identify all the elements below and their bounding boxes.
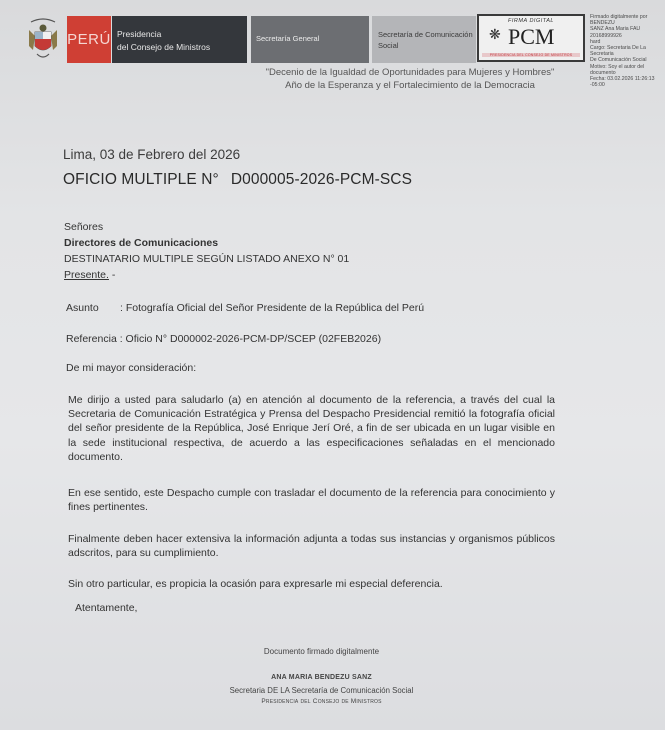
stamp-title: FIRMA DIGITAL: [508, 18, 554, 24]
oficio-heading: [63, 171, 412, 189]
scs-line-2: Social: [378, 41, 399, 50]
signer-title: Secretaria DE LA Secretaría de Comunicación Social: [229, 686, 414, 695]
recipient-list: DESTINATARIO MULTIPLE SEGÚN LISTADO ANEXO N° 01: [64, 253, 350, 265]
recipient-block: [64, 219, 349, 283]
recipient-salutation: Señores: [64, 221, 104, 233]
recipient-title: Directores de Comunicaciones: [64, 237, 219, 249]
sig-line: Firmado digitalmente por BENDEZU: [590, 14, 648, 27]
pcm-line-2: del Consejo de Ministros: [117, 42, 211, 52]
pcm-emblem-icon: ❋: [489, 26, 501, 42]
stamp-logo-text: PCM: [508, 24, 555, 49]
sig-line: SANZ Ana Maria FAU 20168999926: [590, 26, 641, 39]
signed-note: Documento firmado digitalmente: [263, 647, 380, 656]
motto-line-1: "Decenio de la Igualdad de Oportunidades para Mujeres y Hombres": [265, 67, 555, 78]
reference-line: Referencia : Oficio N° D000002-2026-PCM-DP/SCEP (02FEB2026): [66, 333, 382, 345]
peru-label: PERÚ: [67, 31, 111, 48]
sig-line: Motivo: Soy el autor del documento: [590, 63, 645, 76]
sig-line: De Comunicación Social: [590, 57, 647, 64]
greeting: De mi mayor consideración:: [66, 362, 197, 374]
pcm-line-1: Presidencia: [117, 29, 162, 39]
scs-line-1: Secretaría de Comunicación: [378, 30, 473, 39]
body-paragraph-2: En ese sentido, este Despacho cumple con trasladar el documento de la referencia para conocimiento y fines pertinentes.: [68, 487, 555, 514]
body-paragraph-4: Sin otro particular, es propicia la ocasión para expresarle mi especial deferencia.: [68, 578, 443, 590]
subject-line: [66, 302, 424, 314]
peru-coat-of-arms-icon: [25, 16, 61, 62]
sg-label: Secretaría General: [256, 34, 320, 43]
pcm-brand-block: [112, 16, 247, 63]
closing: Atentamente,: [75, 602, 138, 614]
sig-line: Fecha: 03.02.2026 11:26:13 -05:00: [590, 76, 655, 89]
subject-label: Asunto: [66, 302, 99, 314]
peru-brand-block: [67, 16, 111, 63]
scs-block: [372, 16, 476, 63]
stamp-subtitle: PRESIDENCIA DEL CONSEJO DE MINISTROS: [482, 53, 580, 57]
oficio-label: OFICIO MULTIPLE N°: [63, 171, 219, 188]
letter-date: Lima, 03 de Febrero del 2026: [63, 147, 241, 162]
presente: Presente.: [64, 269, 109, 281]
signer-name: ANA MARIA BENDEZU SANZ: [271, 674, 372, 681]
body-paragraph-3: Finalmente deben hacer extensiva la información adjunta a todas sus instancias y organismos públicos adscritos, para su cumplimiento.: [68, 533, 555, 560]
body-paragraph-1: Me dirijo a usted para saludarlo (a) en atención al documento de la referencia, a través del cual la Secretaria de Comunicación Estratégica y Prensa del Despacho Presidencial remitió la fotografía oficial del señor presidente de la República, José Enrique Jerí Oré, a fin de ser ubicada en un lugar visible en la sede institucional respectiva, de acuerdo a las especificaciones señaladas en el mencionado documento.: [68, 394, 555, 463]
presente-suffix: -: [108, 269, 116, 281]
digital-signature-stamp: [477, 14, 585, 62]
motto: [0, 66, 640, 92]
sig-line: hard: [590, 38, 601, 45]
presente-line: [64, 267, 349, 283]
oficio-number: D000005-2026-PCM-SCS: [230, 171, 413, 188]
secretaria-general-block: [251, 16, 369, 63]
motto-line-2: Año de la Esperanza y el Fortalecimiento de la Democracia: [285, 80, 535, 91]
sig-line: Cargo: Secretaria De La Secretaria: [590, 45, 646, 58]
subject-value: : Fotografía Oficial del Señor Presidente de la República del Perú: [120, 302, 425, 314]
signer-institution: Presidencia del Consejo de Ministros: [261, 698, 382, 705]
